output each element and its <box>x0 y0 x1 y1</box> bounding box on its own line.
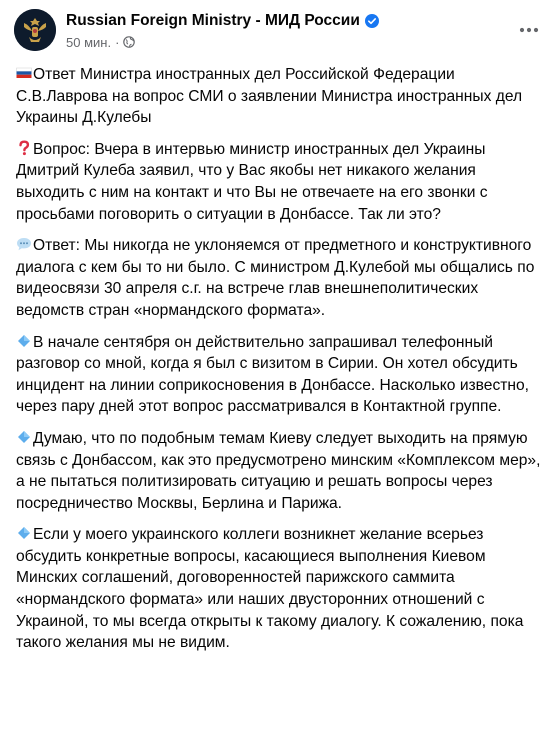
coat-of-arms-icon <box>14 9 56 51</box>
paragraph-text: В начале сентября он действительно запрашивал телефонный разговор со мной, когда я был с визитом в Сирии. Он хотел обсудить инцидент на линии соприкосновения в Донбассе. Насколько известно, через пару дней этот вопрос рассматривался в Контактной группе. <box>16 333 530 416</box>
post-paragraph <box>16 235 544 321</box>
post-meta <box>66 34 135 50</box>
author-name[interactable]: Russian Foreign Ministry - МИД России <box>66 12 360 29</box>
page-avatar[interactable] <box>14 9 56 51</box>
blue-diamond-icon <box>16 429 32 445</box>
russia-flag-icon <box>16 65 32 81</box>
paragraph-text: Думаю, что по подобным темам Киеву следует выходить на прямую связь с Донбассом, как это предусмотрено минским «Комплексом мер», а не пытаться политизировать ситуацию и решать вопросы через посредничество Москвы, Берлина и Парижа. <box>16 429 541 512</box>
more-options-button[interactable] <box>516 17 542 43</box>
verified-badge-icon <box>365 14 379 28</box>
blue-diamond-icon <box>16 333 32 349</box>
paragraph-text: Вопрос: Вчера в интервью министр иностранных дел Украины Дмитрий Кулеба заявил, что у Вас якобы нет никакого желания выходить с ним на контакт и что Вы не отвечаете на его звонки с просьбами поговорить о ситуации в Донбассе. Так ли это? <box>16 140 488 223</box>
post-paragraph <box>16 64 544 129</box>
paragraph-text: Ответ Министра иностранных дел Российской Федерации С.В.Лаврова на вопрос СМИ о заявлении Министра иностранных дел Украины Д.Кулебы <box>16 66 523 127</box>
red-question-mark-icon <box>16 140 32 156</box>
post-header <box>14 9 544 57</box>
blue-diamond-icon <box>16 525 32 541</box>
speech-bubble-icon <box>16 236 32 252</box>
post-paragraph <box>16 139 544 225</box>
post-time[interactable]: 50 мин. <box>66 34 112 50</box>
paragraph-text: Ответ: Мы никогда не уклоняемся от предметного и конструктивного диалога с кем бы то ни было. С министром Д.Кулебой мы общались по видеосвязи 30 апреля с.г. на встрече глав внешнеполитических ведомств стран «нормандского формата». <box>16 237 535 319</box>
post-paragraph <box>16 332 544 418</box>
paragraph-text: Если у моего украинского коллеги возникнет желание всерьез обсудить конкретные вопросы, касающиеся выполнения Киевом Минских соглашений, договоренностей парижского саммита «нормандского формата» или наших двусторонних отношений с Украиной, то мы всегда открыты к такому диалогу. К сожалению, пока такого желания мы не видим. <box>16 526 524 652</box>
meta-separator: · <box>115 34 120 50</box>
more-dots-icon <box>519 27 539 33</box>
globe-icon[interactable] <box>123 36 135 48</box>
author-line <box>66 11 379 31</box>
post-paragraph <box>16 524 544 654</box>
post-body <box>16 64 544 664</box>
post-paragraph <box>16 428 544 514</box>
